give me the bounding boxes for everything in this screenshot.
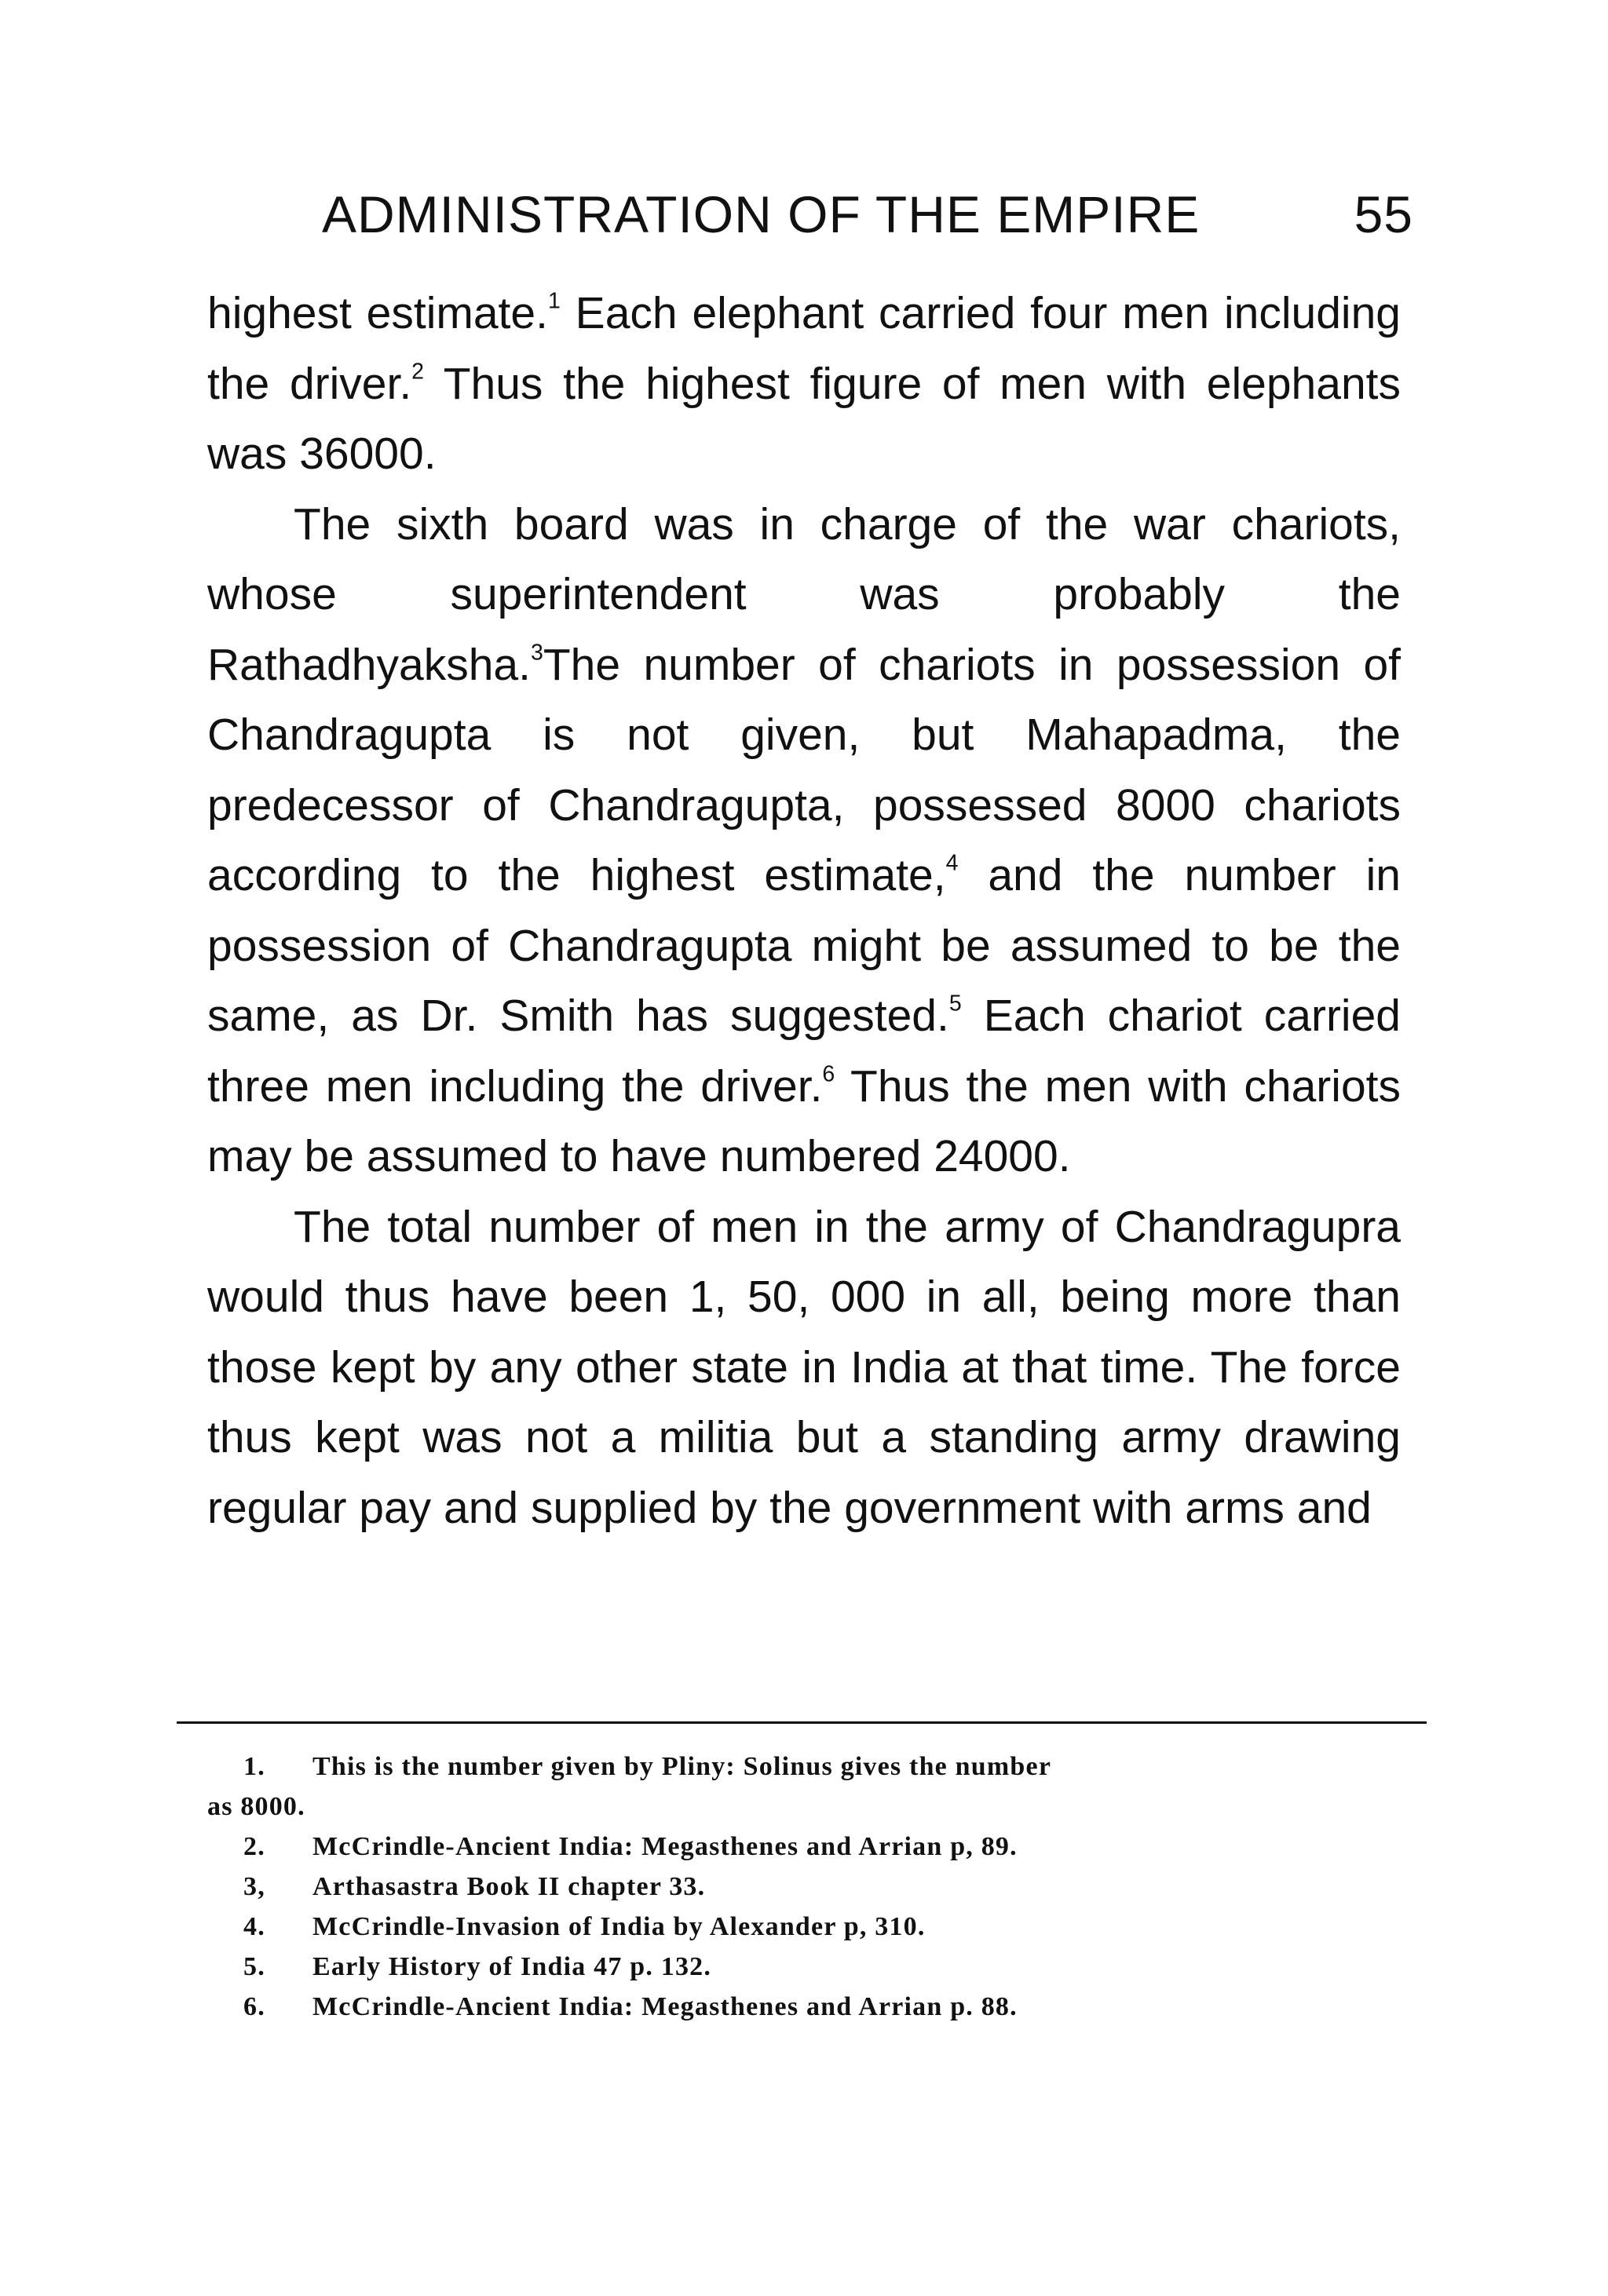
footnote-text: This is the number given by Pliny: Solinus gives the number bbox=[312, 1752, 1052, 1781]
text-run: and the number in possession of Chandragupta might be assumed to be the same, as Dr. Smith has suggested. bbox=[207, 850, 1401, 1041]
footnotes bbox=[207, 1747, 1401, 2027]
footnote-item bbox=[207, 1747, 1401, 1787]
footnote-ref: 4 bbox=[945, 850, 959, 876]
footnote-number: 1. bbox=[243, 1752, 265, 1781]
paragraph-army-total bbox=[207, 1192, 1401, 1544]
footnote-number: 6. bbox=[243, 1992, 265, 2021]
running-head bbox=[322, 179, 1413, 250]
text-run: The number of chariots in possession of Chandragupta is not given, but Mahapadma, the predecessor of Chandragupta, possessed 8000 chariots according to the highest estimate, bbox=[207, 639, 1401, 900]
footnote-text: McCrindle-Ancient India: Megasthenes and Arrian p. 88. bbox=[312, 1992, 1018, 2021]
text-run: Thus the highest figure of men with elephants was 36000. bbox=[207, 358, 1401, 479]
footnote-item bbox=[207, 1867, 1401, 1907]
body-text bbox=[207, 279, 1401, 1543]
footnote-item bbox=[207, 1827, 1401, 1867]
paragraph-chariots bbox=[207, 490, 1401, 1192]
text-run: Thus the men with chariots may be assumed to have numbered 24000. bbox=[207, 1060, 1401, 1181]
footnote-item bbox=[207, 1947, 1401, 1987]
text-run: Each elephant carried four men including the driver. bbox=[207, 288, 1401, 409]
text-run: The total number of men in the army of Chandragupra would thus have been 1, 50, 000 in all, being more than those kept by any other state in India at that time. The force thus kept was not a militia but a standing army drawing regular pay and supplied by the government with arms and bbox=[207, 1201, 1401, 1533]
footnote-text: Early History of India 47 p. 132. bbox=[312, 1952, 712, 1981]
footnote-number: 3, bbox=[243, 1872, 265, 1901]
footnote-text: as 8000. bbox=[207, 1792, 305, 1821]
footnote-divider bbox=[177, 1721, 1427, 1724]
footnote-number: 4. bbox=[243, 1912, 265, 1941]
footnote-ref: 2 bbox=[411, 358, 425, 384]
text-run: highest estimate. bbox=[207, 288, 548, 338]
footnote-ref: 6 bbox=[822, 1060, 835, 1086]
footnote-ref: 5 bbox=[948, 991, 962, 1017]
footnote-item bbox=[207, 1987, 1401, 2027]
footnote-ref: 3 bbox=[530, 639, 543, 665]
text-run: The sixth board was in charge of the war chariots, whose superintendent was probably the Rathadhyaksha. bbox=[207, 498, 1401, 690]
footnote-continuation bbox=[207, 1787, 1401, 1827]
footnote-number: 2. bbox=[243, 1832, 265, 1861]
footnote-text: McCrindle-Ancient India: Megasthenes and Arrian p, 89. bbox=[312, 1832, 1018, 1861]
footnote-item bbox=[207, 1907, 1401, 1947]
footnote-ref: 1 bbox=[547, 288, 561, 314]
footnote-number: 5. bbox=[243, 1952, 265, 1981]
running-head-title: ADMINISTRATION OF THE EMPIRE bbox=[322, 185, 1201, 243]
text-run: Each chariot carried three men including the driver. bbox=[207, 991, 1401, 1111]
page-number: 55 bbox=[1354, 185, 1413, 243]
footnote-text: Arthasastra Book II chapter 33. bbox=[312, 1872, 706, 1901]
footnote-text: McCrindle-Invasion of India by Alexander p, 310. bbox=[312, 1912, 926, 1941]
paragraph-elephants bbox=[207, 279, 1401, 490]
